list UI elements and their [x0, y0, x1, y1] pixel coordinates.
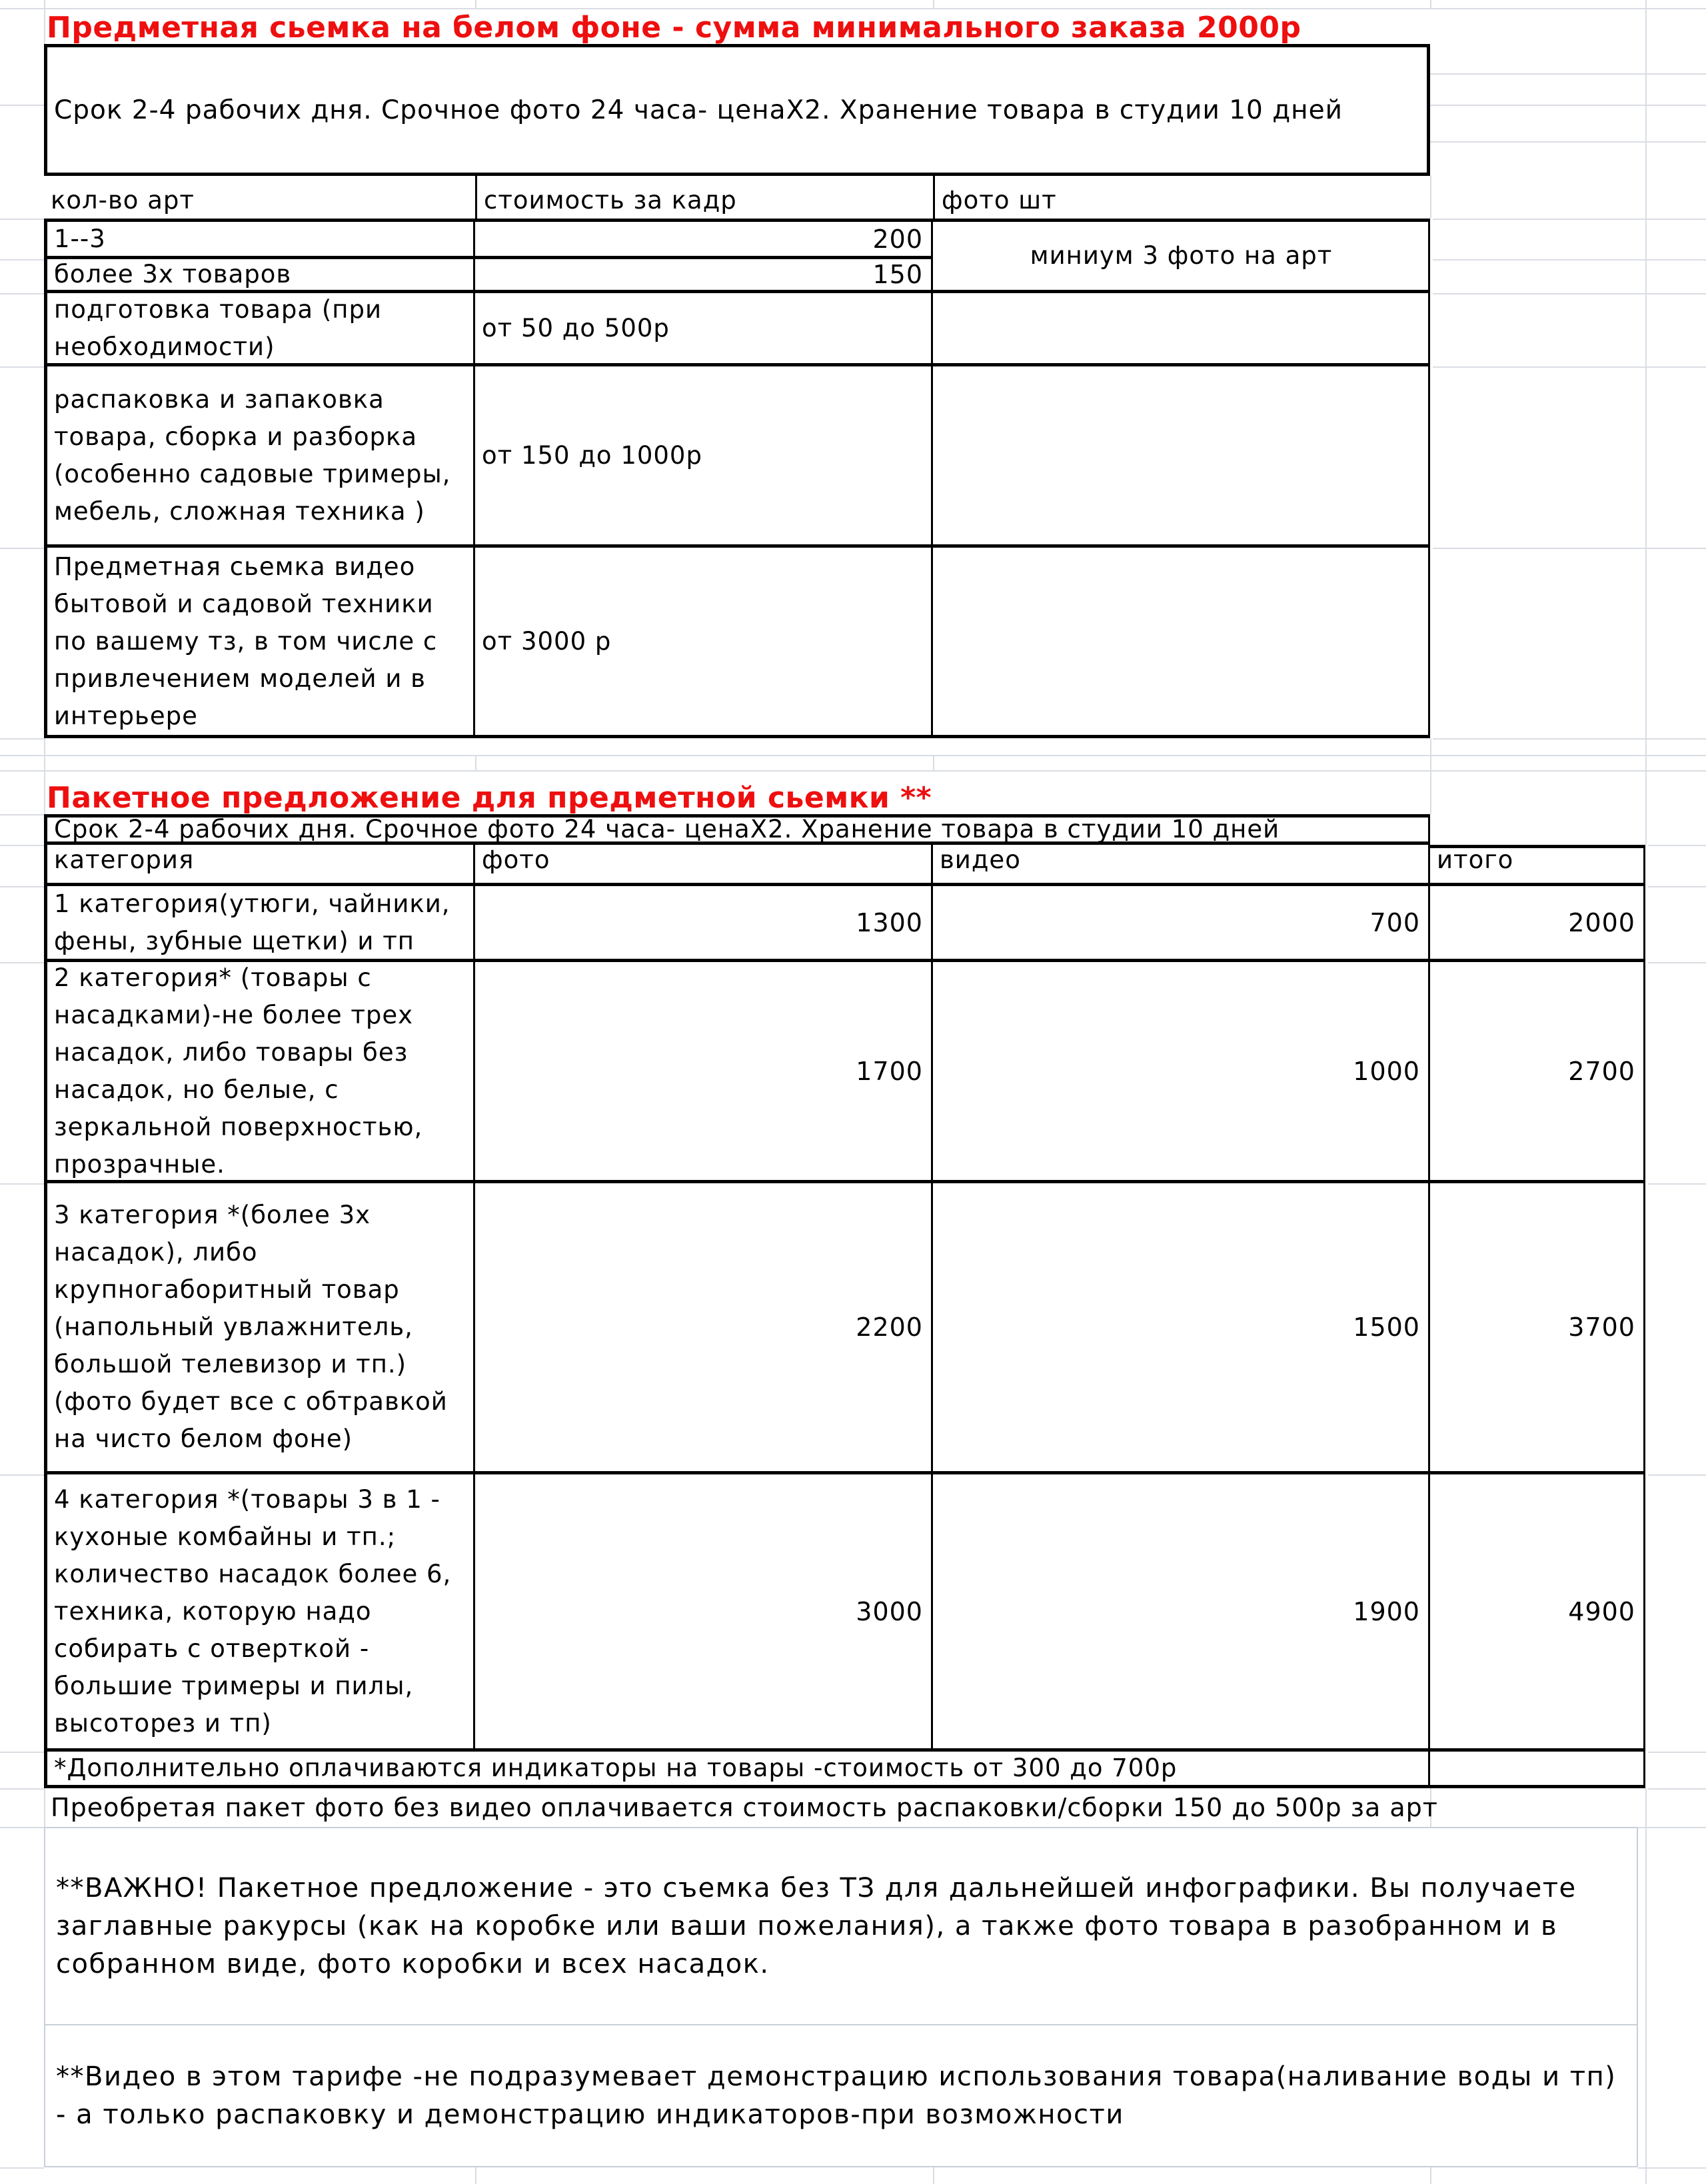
cell-photo-price[interactable]: 2200: [475, 1183, 933, 1474]
gridline: [0, 219, 44, 220]
cell-price[interactable]: 150: [475, 259, 933, 293]
table1-header-row: [44, 176, 1430, 219]
cell-total-price[interactable]: 2700: [1430, 962, 1645, 1183]
table1-header-price[interactable]: стоимость за кадр: [475, 176, 933, 219]
gridline: [0, 1752, 44, 1753]
gridline: [0, 962, 44, 963]
cell-qty[interactable]: распаковка и запаковка товара, сборка и разборка (особенно садовые тримеры, мебель, сложная техника ): [44, 366, 475, 548]
gridline: [1430, 141, 1706, 143]
cell-price[interactable]: от 50 до 500р: [475, 293, 933, 366]
cell-category[interactable]: 3 категория *(более 3х насадок), либо крупногаборитный товар (напольный увлажнитель, большой телевизор и тп.)(фото будет все с обтравкой на чисто белом фоне): [44, 1183, 475, 1474]
gridline: [1648, 845, 1706, 846]
gridline: [0, 2167, 44, 2169]
gridline: [0, 1183, 44, 1185]
gridline: [933, 755, 934, 770]
table2-header-photo[interactable]: фото: [475, 845, 933, 886]
video-note-text: **Видео в этом тарифе -не подразумевает демонстрацию использования товара(наливание воды и тп) - а только распаковку и демонстрацию индикаторов-при возможности: [56, 2061, 1617, 2130]
gridline: [44, 738, 45, 814]
package-price-table: [44, 814, 1645, 1788]
video-note-cell[interactable]: [44, 2025, 1638, 2167]
cell-video-price[interactable]: 700: [933, 886, 1430, 962]
gridline: [933, 2167, 934, 2184]
gridline: [1645, 8, 1647, 845]
cell-video-price[interactable]: 1500: [933, 1183, 1430, 1474]
cell-qty[interactable]: Предметная сьемка видео бытовой и садовой техники по вашему тз, в том числе с привлечением моделей и в интерьере: [44, 548, 475, 738]
cell-total-price[interactable]: 4900: [1430, 1474, 1645, 1752]
gridline: [0, 548, 44, 549]
gridline: [1430, 0, 1431, 8]
gridline: [0, 8, 1706, 9]
table2-header-video[interactable]: видео: [933, 845, 1430, 886]
gridline: [475, 2167, 476, 2184]
gridline: [1433, 219, 1706, 220]
gridline: [1645, 1788, 1647, 2184]
cell-photos-empty[interactable]: [933, 293, 1430, 366]
cell-photos-empty[interactable]: [933, 548, 1430, 738]
gridline: [0, 814, 44, 816]
gridline: [0, 738, 44, 740]
gridline: [1645, 0, 1647, 8]
gridline: [0, 259, 44, 261]
gridline: [1430, 738, 1431, 814]
cell-price[interactable]: от 150 до 1000р: [475, 366, 933, 548]
gridline: [475, 0, 476, 8]
table2-header-category[interactable]: категория: [44, 845, 475, 886]
section2-title: Пакетное предложение для предметной сьемки **: [47, 781, 932, 815]
table1-header-qty[interactable]: кол-во арт: [51, 186, 195, 215]
gridline: [1648, 886, 1706, 887]
gridline: [0, 1788, 44, 1790]
cell-total-empty[interactable]: [1430, 1752, 1645, 1788]
cell-price[interactable]: 200: [475, 219, 933, 259]
cell-photo-price[interactable]: 3000: [475, 1474, 933, 1752]
cell-blank: [1430, 814, 1645, 845]
gridline: [1648, 962, 1706, 963]
price-table-per-frame: [44, 219, 1430, 738]
gridline: [0, 755, 1706, 756]
gridline: [1433, 293, 1706, 294]
cell-photo-price[interactable]: 1700: [475, 962, 933, 1183]
gridline: [1433, 548, 1706, 549]
gridline: [0, 105, 44, 106]
gridline: [475, 755, 476, 770]
table2-header-total[interactable]: итого: [1430, 845, 1645, 886]
cell-category[interactable]: 2 категория* (товары с насадками)-не более трех насадок, либо товары без насадок, но белые, с зеркальной поверхностью, прозрачные.: [44, 962, 475, 1183]
cell-qty[interactable]: 1--3: [44, 219, 475, 259]
cell-photos-empty[interactable]: [933, 366, 1430, 548]
gridline: [1430, 73, 1706, 75]
cell-qty[interactable]: более 3х товаров: [44, 259, 475, 293]
cell-video-price[interactable]: 1000: [933, 962, 1430, 1183]
gridline: [0, 1474, 44, 1476]
gridline: [1648, 1788, 1706, 1790]
gridline: [1433, 259, 1706, 261]
cell-video-price[interactable]: 1900: [933, 1474, 1430, 1752]
indicators-footnote-cell[interactable]: *Дополнительно оплачиваются индикаторы на товары -стоимость от 300 до 700р: [44, 1752, 1430, 1788]
cell-qty[interactable]: подготовка товара (при необходимости): [44, 293, 475, 366]
gridline: [0, 770, 1706, 772]
gridline: [1638, 2167, 1706, 2169]
gridline: [1648, 1474, 1706, 1476]
gridline: [44, 0, 45, 44]
gridline: [1433, 738, 1706, 740]
important-note-text: **ВАЖНО! Пакетное предложение - это съемка без ТЗ для дальнейшей инфографики. Вы получаете заглавные ракурсы (как на коробке или ваши пожелания), а также фото товара в разобранном и в собранном виде, фото коробки и всех насадок.: [56, 1872, 1577, 1979]
gridline: [0, 845, 44, 846]
cell-price[interactable]: от 3000 р: [475, 548, 933, 738]
gridline: [1430, 176, 1431, 219]
no-video-note[interactable]: Преобретая пакет фото без видео оплачивается стоимость распаковки/сборки 150 до 500р за арт: [51, 1793, 1438, 1822]
cell-min-photos-note[interactable]: миниум 3 фото на арт: [933, 219, 1430, 293]
gridline: [1430, 105, 1706, 106]
section1-title: Предметная сьемка на белом фоне - сумма минимального заказа 2000р: [47, 11, 1301, 45]
terms-cell[interactable]: Срок 2-4 рабочих дня. Срочное фото 24 часа- ценаХ2. Хранение товара в студии 10 дней: [44, 44, 1430, 176]
cell-category[interactable]: 1 категория(утюги, чайники, фены, зубные щетки) и тп: [44, 886, 475, 962]
gridline: [1648, 1183, 1706, 1185]
package-terms-cell[interactable]: Срок 2-4 рабочих дня. Срочное фото 24 часа- ценаХ2. Хранение товара в студии 10 дней: [44, 814, 1430, 845]
gridline: [933, 0, 934, 8]
gridline: [0, 886, 44, 887]
table1-header-photos[interactable]: фото шт: [933, 176, 1430, 219]
cell-photo-price[interactable]: 1300: [475, 886, 933, 962]
cell-category[interactable]: 4 категория *(товары 3 в 1 - кухоные комбайны и тп.; количество насадок более 6, техника, которую надо собирать с отверткой - большие тримеры и пилы, высоторез и тп): [44, 1474, 475, 1752]
important-note-cell[interactable]: [44, 1827, 1638, 2025]
cell-total-price[interactable]: 2000: [1430, 886, 1645, 962]
gridline: [1430, 2167, 1431, 2184]
gridline: [0, 293, 44, 294]
cell-total-price[interactable]: 3700: [1430, 1183, 1645, 1474]
gridline: [0, 366, 44, 368]
gridline: [1433, 366, 1706, 368]
gridline: [1648, 1752, 1706, 1753]
